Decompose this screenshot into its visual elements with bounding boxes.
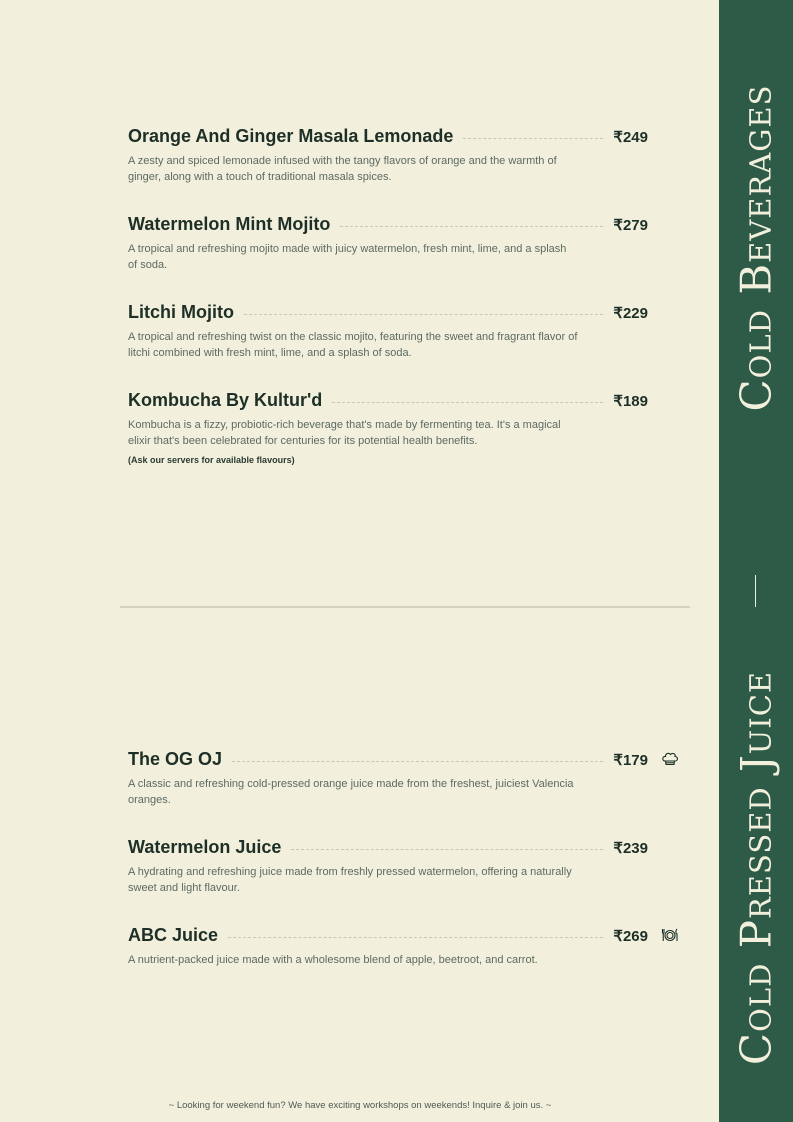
item-price: ₹179 [613, 752, 648, 769]
item-price: ₹279 [613, 217, 648, 234]
dotted-leader [232, 761, 603, 762]
item-name: The OG OJ [128, 749, 223, 769]
item-description: A classic and refreshing cold-pressed orange juice made from the freshest, juiciest Valencia oranges. [128, 778, 574, 806]
item-name: Orange And Ginger Masala Lemonade [128, 126, 454, 146]
menu-item [128, 749, 688, 808]
item-description: Kombucha is a fizzy, probiotic-rich beverage that's made by fermenting tea. It's a magical elixir that's been celebrated for centuries for its potential health benefits. [128, 419, 561, 447]
item-price: ₹229 [613, 305, 648, 322]
section-divider [120, 606, 690, 608]
item-description: A hydrating and refreshing juice made from freshly pressed watermelon, offering a naturally sweet and light flavour. [128, 866, 572, 894]
item-name: ABC Juice [128, 925, 219, 945]
item-price: ₹269 [613, 928, 648, 945]
menu-item [128, 837, 688, 896]
footer-note: ~ Looking for weekend fun? We have exciting workshops on weekends! Inquire & join us. ~ [168, 1100, 552, 1111]
item-price: ₹249 [613, 129, 648, 146]
section-sidebar [719, 0, 793, 1122]
plate-cutlery-icon [660, 925, 680, 945]
sidebar-title-cold-beverages: Cold Beverages [731, 84, 781, 412]
chef-hat-icon [660, 749, 680, 769]
item-description: A nutrient-packed juice made with a wholesome blend of apple, beetroot, and carrot. [128, 954, 538, 966]
dotted-leader [228, 937, 603, 938]
item-name: Kombucha By Kultur'd [128, 390, 323, 410]
menu-item [128, 214, 688, 273]
item-description: A tropical and refreshing twist on the classic mojito, featuring the sweet and fragrant flavor of litchi combined with fresh mint, lime, and a splash of soda. [128, 331, 578, 359]
dotted-leader [340, 226, 603, 227]
item-name: Watermelon Juice [128, 837, 282, 857]
item-price: ₹189 [613, 393, 648, 410]
menu-item [128, 390, 688, 465]
item-name: Watermelon Mint Mojito [128, 214, 331, 234]
dotted-leader [332, 402, 603, 403]
item-note: (Ask our servers for available flavours) [128, 455, 295, 465]
dotted-leader [291, 849, 603, 850]
menu-item [128, 925, 688, 968]
item-price: ₹239 [613, 840, 648, 857]
menu-item [128, 126, 688, 185]
dotted-leader [244, 314, 603, 315]
sidebar-divider [755, 575, 756, 607]
menu-item [128, 302, 688, 361]
item-description: A tropical and refreshing mojito made with juicy watermelon, fresh mint, lime, and a splash of soda. [128, 243, 567, 271]
sidebar-title-cold-pressed-juice: Cold Pressed Juice [731, 670, 781, 1066]
dotted-leader [463, 138, 603, 139]
item-name: Litchi Mojito [128, 302, 234, 322]
item-description: A zesty and spiced lemonade infused with the tangy flavors of orange and the warmth of ginger, along with a touch of traditional masala spices. [128, 155, 557, 183]
